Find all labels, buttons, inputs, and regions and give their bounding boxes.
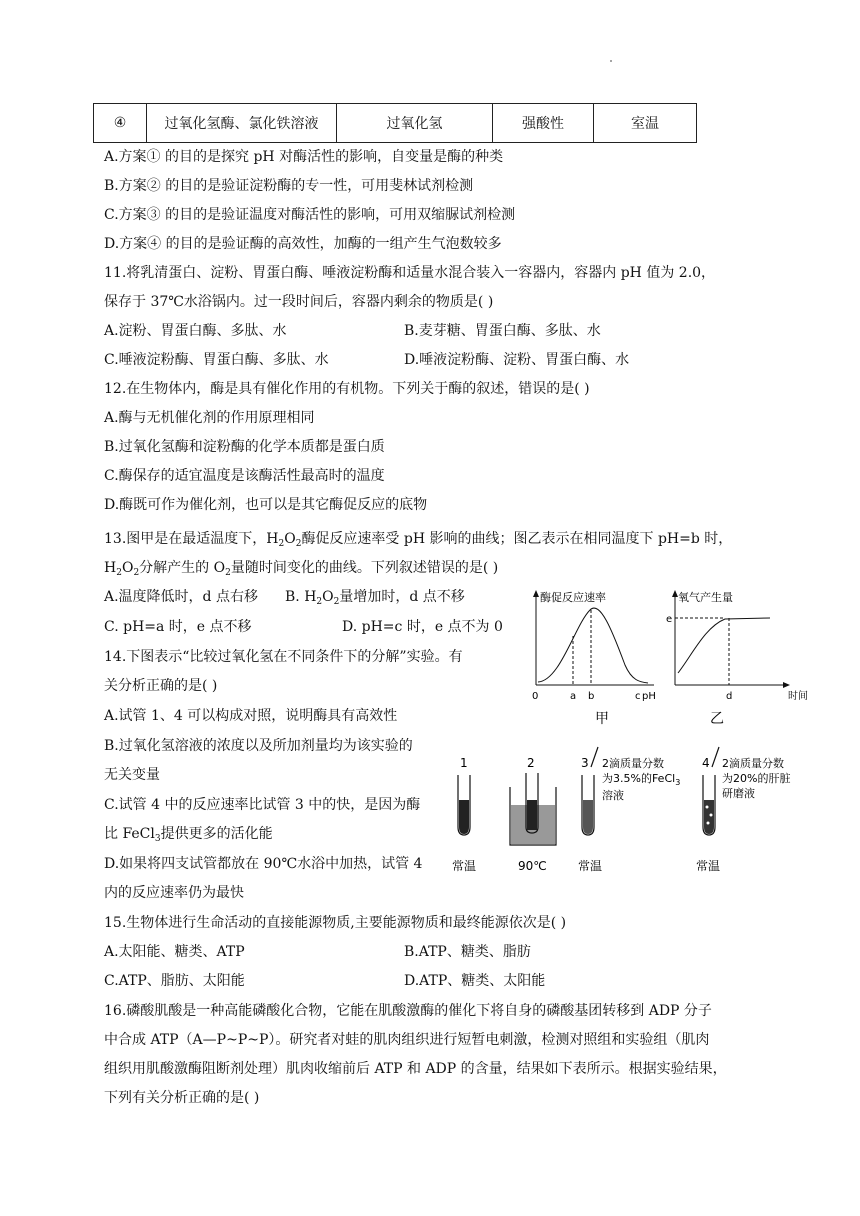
q15-option-b: B.ATP、糖类、脂肪 [404,944,531,960]
jia-tick-a: a [570,691,577,702]
jia-curve [538,608,648,683]
bubble [707,822,710,825]
yi-e-label: e [666,614,673,625]
jia-tick-c: c [635,691,641,702]
q11-stem-line2: 保存于 37℃水浴锅内。过一段时间后，容器内剩余的物质是( ) [104,294,494,310]
tube4-note-line1: 2滴质量分数 [722,757,784,770]
tube4-note-line2: 为20%的肝脏 [722,772,791,785]
q11-option-d: D.唾液淀粉酶、淀粉、胃蛋白酶、水 [404,352,630,368]
q12-option-b: B.过氧化氢酶和淀粉酶的化学本质都是蛋白质 [104,439,385,455]
q14-option-d-line2: 内的反应速率仍为最快 [104,885,244,901]
q11-option-c: C.唾液淀粉酶、胃蛋白酶、多肽、水 [104,352,329,368]
jia-x-label: pH [642,691,656,702]
q12-option-a: A.酶与无机催化剂的作用原理相同 [104,410,315,426]
yi-x-arrow [783,682,790,688]
q11-option-b: B.麦芽糖、胃蛋白酶、多肽、水 [404,323,601,339]
yi-y-label: 氧气产生量 [678,591,733,604]
q10-option-c: C.方案③ 的目的是验证温度对酶活性的影响，可用双缩脲试剂检测 [104,207,516,223]
graphs-figure [520,585,820,735]
jia-tick-b: b [588,691,595,702]
tube1-number: 1 [460,756,468,770]
q13-option-b: B. $H_2O_2$量增加时，d 点不移 [285,589,465,607]
tube4-liquid [704,800,714,834]
q16-stem-line4: 下列有关分析正确的是( ) [104,1090,260,1106]
q13-option-c: C. pH=a 时，e 点不移 [104,619,252,635]
q14-option-b-line1: B.过氧化氢溶液的浓度以及所加剂量均为该实验的 [104,738,413,754]
jia-tick-0: 0 [532,691,539,702]
test-tubes-figure [450,745,810,885]
q15-option-a: A.太阳能、糖类、ATP [104,944,245,960]
q10-option-d: D.方案④ 的目的是验证酶的高效性，加酶的一组产生气泡数较多 [104,236,502,252]
q13-option-a: A.温度降低时，d 点右移 [104,589,258,605]
cell-materials: 过氧化氢酶、氯化铁溶液 [147,104,337,143]
q11-option-a: A.淀粉、胃蛋白酶、多肽、水 [104,323,287,339]
q11-stem-line1: 11.将乳清蛋白、淀粉、胃蛋白酶、唾液淀粉酶和适量水混合装入一容器内，容器内 pH 值为 2.0， [104,265,716,281]
tube1-condition: 常温 [452,859,477,873]
tube-2 [510,756,556,873]
tube3-note-line3: 溶液 [602,789,624,802]
jia-caption: 甲 [595,711,609,727]
q13-stem-line1: 13.图甲是在最适温度下，$H_2O_2$酶促反应速率受 pH 影响的曲线；图乙表示在相同温度下 pH=b 时， [104,531,733,549]
yi-caption: 乙 [710,711,724,727]
tube2-liquid [527,800,537,830]
q14-stem-line2: 关分析正确的是( ) [104,678,218,694]
yi-curve [678,618,770,673]
experiment-table [93,103,697,143]
q16-stem-line3: 组织用肌酸激酶阻断剂处理）肌肉收缩前后 ATP 和 ADP 的含量，结果如下表所示。根据实验结果， [104,1061,727,1077]
tube2-condition: 90℃ [518,859,547,873]
graph-yi [666,590,808,727]
bubble [710,814,713,817]
bubble [706,806,709,809]
q14-option-b-line2: 无关变量 [104,767,160,783]
tube2-number: 2 [527,756,535,770]
tube3-note-line1: 2滴质量分数 [602,757,664,770]
graph-jia [532,590,656,727]
dot-mark [610,60,612,62]
tube1-liquid [459,800,469,834]
tube4-number: 4 [702,756,710,770]
tube3-note-line2: 为3.5%的FeCl$_3$ [602,772,681,787]
q14-stem-line1: 14.下图表示“比较过氧化氢在不同条件下的分解”实验。有 [104,649,463,665]
tube-4 [696,747,790,873]
q12-option-c: C.酶保存的适宜温度是该酶活性最高时的温度 [104,468,385,484]
q16-stem-line1: 16.磷酸肌酸是一种高能磷酸化合物，它能在肌酸激酶的催化下将自身的磷酸基团转移到 ADP 分子 [104,1003,712,1019]
yi-d-label: d [726,691,733,702]
q14-option-a: A.试管 1、4 可以构成对照，说明酶具有高效性 [104,708,398,724]
tube4-condition: 常温 [696,859,721,873]
q15-option-c: C.ATP、脂肪、太阳能 [104,973,245,989]
cell-condition: 强酸性 [493,104,594,143]
tube4-dropper [712,747,719,767]
q14-option-d-line1: D.如果将四支试管都放在 90℃水浴中加热，试管 4 [104,856,423,872]
q14-option-c-line2: 比 FeCl$_3$提供更多的活化能 [104,826,273,844]
q12-option-d: D.酶既可作为催化剂，也可以是其它酶促反应的底物 [104,497,428,513]
yi-x-label: 时间 [788,691,808,702]
table-row [94,104,697,143]
jia-y-label: 酶促反应速率 [540,591,606,604]
q14-option-c-line1: C.试管 4 中的反应速率比试管 3 中的快，是因为酶 [104,797,421,813]
q12-stem: 12.在生物体内，酶是具有催化作用的有机物。下列关于酶的叙述，错误的是( ) [104,381,590,397]
q15-option-d: D.ATP、糖类、太阳能 [404,973,546,989]
tube-3 [578,747,680,873]
q10-option-b: B.方案② 的目的是验证淀粉酶的专一性，可用斐林试剂检测 [104,178,474,194]
tube-1 [452,756,476,873]
q13-stem-line2: $H_2O_2$分解产生的 $O_2$量随时间变化的曲线。下列叙述错误的是( ) [104,560,499,578]
tube3-condition: 常温 [578,859,603,873]
q13-option-d: D. pH=c 时，e 点不为 0 [342,619,503,635]
tube4-note-line3: 研磨液 [722,787,755,800]
cell-substrate: 过氧化氢 [337,104,493,143]
cell-num: ④ [94,104,147,143]
q15-stem: 15.生物体进行生命活动的直接能源物质,主要能源物质和最终能源依次是( ) [104,915,567,931]
cell-temp: 室温 [594,104,697,143]
tube3-number: 3 [581,756,589,770]
q10-option-a: A.方案① 的目的是探究 pH 对酶活性的影响，自变量是酶的种类 [104,149,504,165]
jia-y-arrow [533,590,539,597]
tube3-liquid [583,800,593,834]
tube3-dropper [591,747,598,767]
q16-stem-line2: 中合成 ATP（A—P~P~P）。研究者对蛙的肌肉组织进行短暂电刺激，检测对照组和实验组（肌肉 [104,1032,710,1048]
